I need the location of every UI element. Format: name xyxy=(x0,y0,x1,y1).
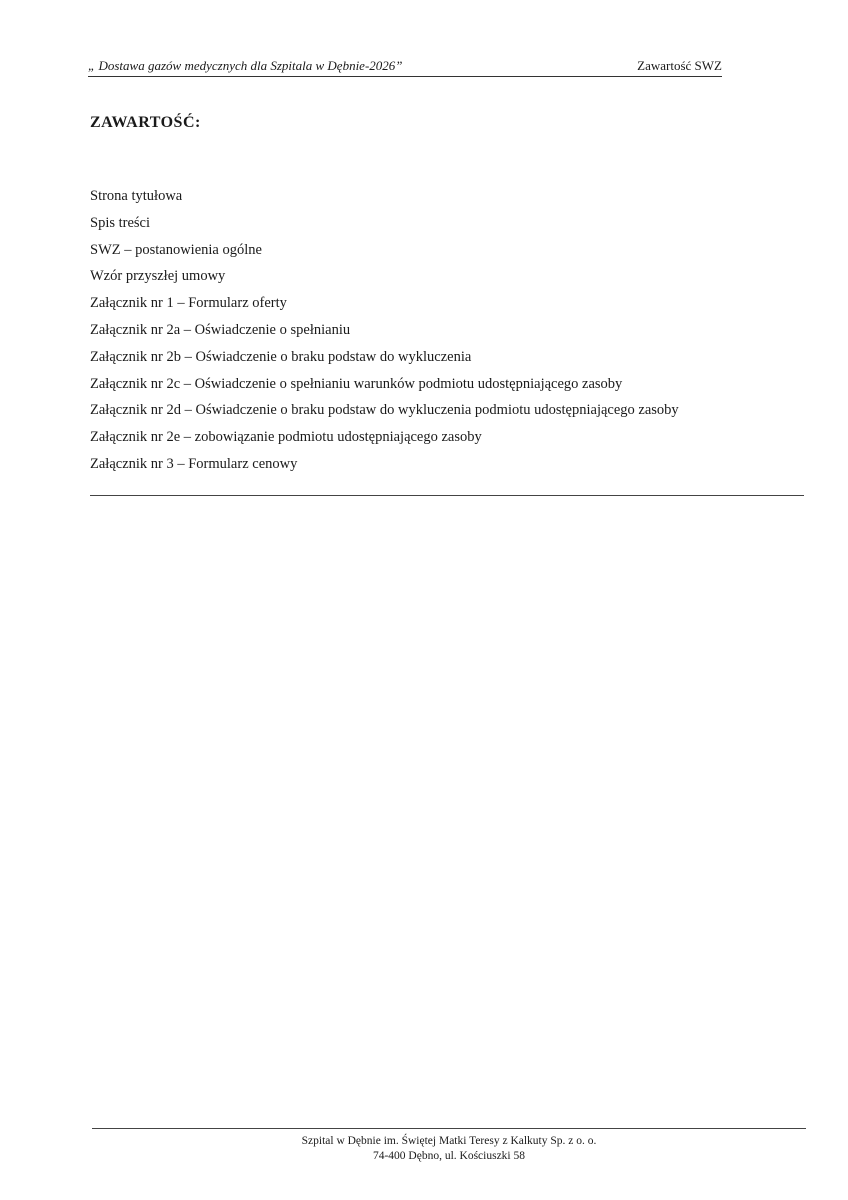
list-item: Załącznik nr 2e – zobowiązanie podmiotu udostępniającego zasoby xyxy=(90,429,482,446)
content-divider xyxy=(90,495,804,496)
footer-address: 74-400 Dębno, ul. Kościuszki 58 xyxy=(372,1150,526,1162)
list-item: Wzór przyszłej umowy xyxy=(90,268,226,285)
list-item: SWZ – postanowienia ogólne xyxy=(90,241,262,258)
document-title: „ Dostawa gazów medycznych dla Szpitala w Dębnie-2026” xyxy=(88,58,403,73)
list-item: Załącznik nr 3 – Formularz cenowy xyxy=(90,455,298,472)
list-item: Strona tytułowa xyxy=(90,188,183,204)
footer-company-name: Szpital w Dębnie im. Świętej Matki Teresy z Kalkuty Sp. z o. o. xyxy=(301,1135,597,1147)
footer-divider xyxy=(92,1128,806,1129)
contents-list xyxy=(90,183,679,478)
page-header xyxy=(88,58,722,77)
list-item: Załącznik nr 2d – Oświadczenie o braku podstaw do wykluczenia podmiotu udostępniającego zasoby xyxy=(90,402,679,419)
list-item: Spis treści xyxy=(90,214,151,231)
list-item: Załącznik nr 2c – Oświadczenie o spełnianiu warunków podmiotu udostępniającego zasoby xyxy=(90,375,623,392)
list-item: Załącznik nr 2b – Oświadczenie o braku podstaw do wykluczenia xyxy=(90,348,472,365)
contents-heading: ZAWARTOŚĆ: xyxy=(90,114,201,131)
section-label: Zawartość SWZ xyxy=(637,58,722,73)
list-item: Załącznik nr 1 – Formularz oferty xyxy=(90,295,287,312)
list-item: Załącznik nr 2a – Oświadczenie o spełnianiu xyxy=(90,321,351,338)
page-footer xyxy=(92,1134,806,1164)
